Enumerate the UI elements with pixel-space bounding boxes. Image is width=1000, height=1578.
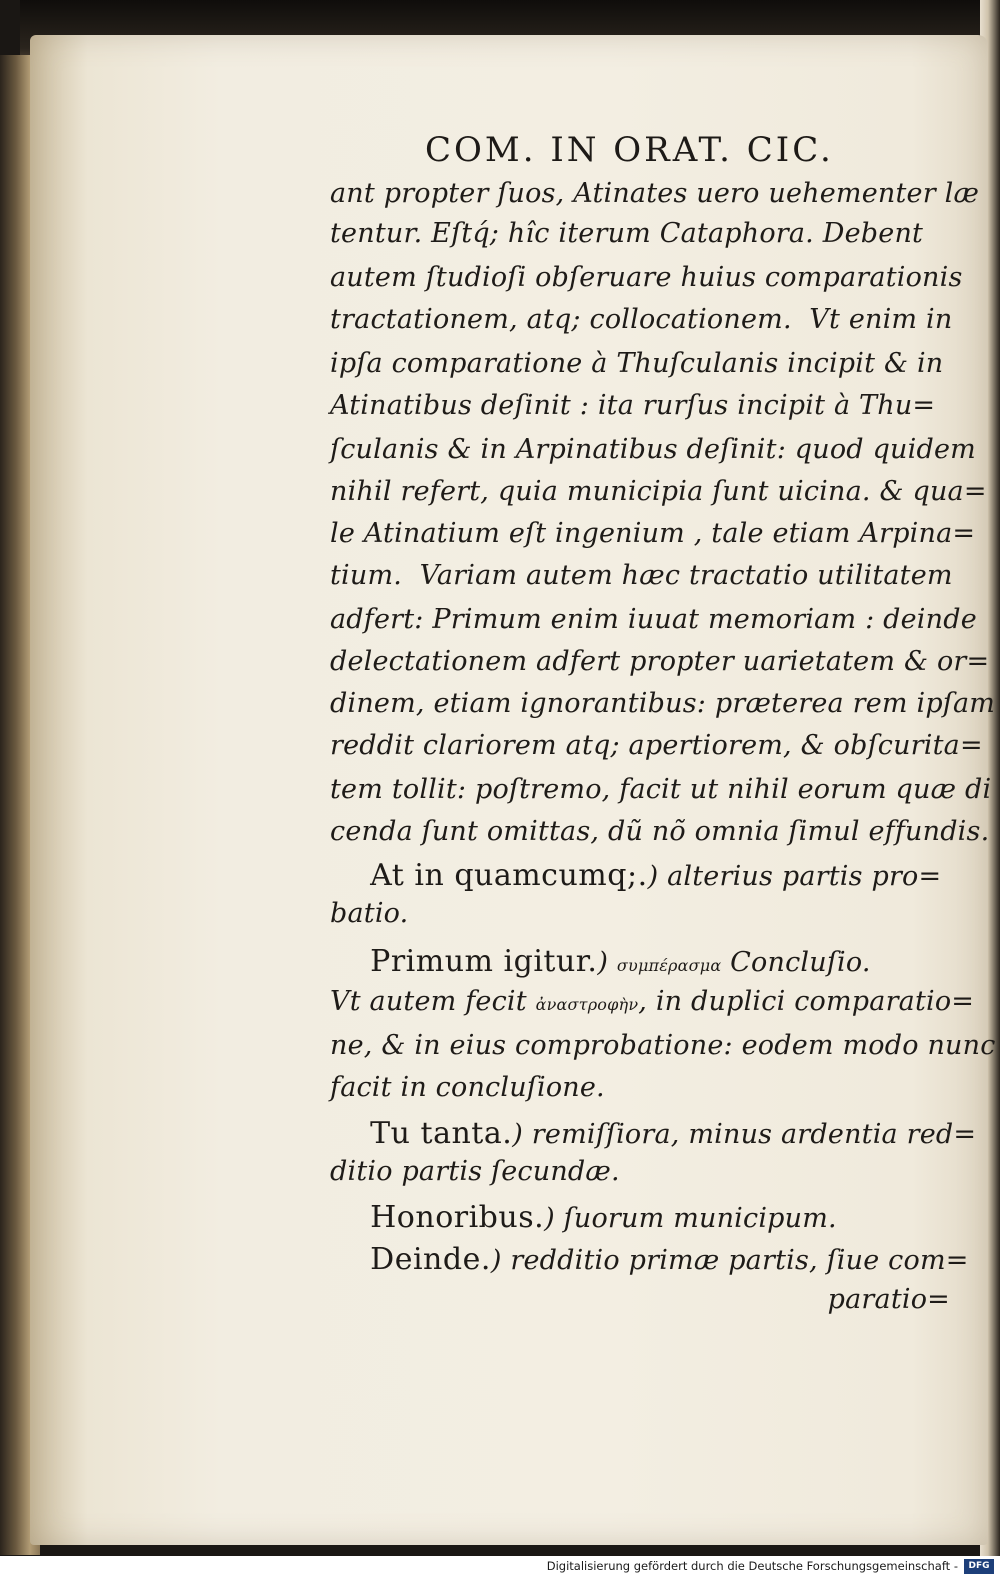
text-line xyxy=(330,348,943,379)
commentary-text: tentur. Eſtq́; hîc iterum Cataphora. Debent xyxy=(330,218,924,249)
commentary-text: le Atinatium eſt ingenium , tale etiam Arpina= xyxy=(330,518,976,549)
text-line xyxy=(330,1242,969,1277)
text-line xyxy=(330,390,935,421)
commentary-text: ) xyxy=(597,947,617,978)
text-line xyxy=(330,1072,605,1103)
commentary-text: ) alterius partis pro= xyxy=(647,861,942,892)
text-line xyxy=(330,986,974,1017)
text-line xyxy=(330,1156,620,1187)
lemma-text: At in quamcumq;. xyxy=(330,858,648,893)
commentary-text: ipſa comparatione à Thuſculanis incipit & in xyxy=(330,348,944,379)
commentary-text: nihil refert, quia municipia ſunt uicina. & qua= xyxy=(330,476,987,507)
commentary-text: facit in concluſione. xyxy=(330,1072,605,1103)
commentary-text: ) remiſſiora, minus ardentia red= xyxy=(512,1119,977,1150)
commentary-text: Vt autem fecit xyxy=(330,986,536,1017)
text-line xyxy=(330,898,408,929)
text-line xyxy=(330,218,923,249)
text-line xyxy=(330,304,952,335)
text-line xyxy=(330,434,976,465)
commentary-text: ) redditio primæ partis, ſiue com= xyxy=(490,1245,969,1276)
text-line xyxy=(330,560,953,591)
text-line xyxy=(330,730,983,761)
running-head: COM. IN ORAT. CIC. xyxy=(425,130,834,170)
commentary-text: delectationem adfert propter uarietatem & or= xyxy=(330,646,990,677)
commentary-text: ) ſuorum municipum. xyxy=(544,1203,837,1234)
commentary-text: tium. Variam autem hæc tractatio utilitatem xyxy=(330,560,953,591)
commentary-text: ſculanis & in Arpinatibus deſinit: quod quidem xyxy=(330,434,976,465)
lemma-text: Primum igitur. xyxy=(330,944,598,979)
text-line xyxy=(330,1200,837,1235)
commentary-text: batio. xyxy=(330,898,409,929)
dfg-logo: DFG xyxy=(964,1559,994,1574)
commentary-text: reddit clariorem atq; apertiorem, & obſcurita= xyxy=(330,730,983,761)
text-line xyxy=(330,1116,976,1151)
text-line xyxy=(330,858,941,893)
text-line xyxy=(330,774,991,805)
commentary-text: tractationem, atq; collocationem. Vt enim in xyxy=(330,304,953,335)
commentary-text: tem tollit: poſtremo, facit ut nihil eorum quæ di xyxy=(330,774,992,805)
commentary-text: ne, & in eius comprobatione: eodem modo nunc xyxy=(330,1030,996,1061)
text-line xyxy=(330,476,987,507)
commentary-text: Concluſio. xyxy=(721,947,871,978)
text-line xyxy=(330,646,989,677)
text-line xyxy=(330,816,989,847)
text-line xyxy=(330,178,979,209)
lemma-text: Deinde. xyxy=(330,1242,491,1277)
text-line xyxy=(330,262,963,293)
text-line xyxy=(330,604,977,635)
greek-term: συμπέρασμα xyxy=(616,956,722,975)
text-line xyxy=(828,1284,950,1315)
commentary-text: autem ſtudioſi obſeruare huius comparationis xyxy=(330,262,963,293)
text-line xyxy=(330,688,995,719)
commentary-text: ant propter ſuos, Atinates uero uehementer læ xyxy=(330,178,980,209)
text-line xyxy=(330,518,975,549)
commentary-text: paratio= xyxy=(827,1284,950,1315)
commentary-text: ditio partis ſecundæ. xyxy=(330,1156,620,1187)
greek-term: ἀναστροφὴν xyxy=(535,995,639,1014)
commentary-text: Atinatibus deſinit : ita rurſus incipit à Thu= xyxy=(330,390,936,421)
commentary-text: adfert: Primum enim iuuat memoriam : deinde xyxy=(330,604,977,635)
commentary-text: dinem, etiam ignorantibus: præterea rem ipſam xyxy=(330,688,996,719)
commentary-text: cenda ſunt omittas, dũ nõ omnia ſimul effundis. xyxy=(330,816,990,847)
text-line xyxy=(330,1030,996,1061)
lemma-text: Tu tanta. xyxy=(330,1116,513,1151)
text-line xyxy=(330,944,871,979)
digitization-credit: Digitalisierung gefördert durch die Deutsche Forschungsgemeinschaft - xyxy=(546,1559,958,1573)
commentary-text: , in duplici comparatio= xyxy=(638,986,975,1017)
lemma-text: Honoribus. xyxy=(330,1200,545,1235)
